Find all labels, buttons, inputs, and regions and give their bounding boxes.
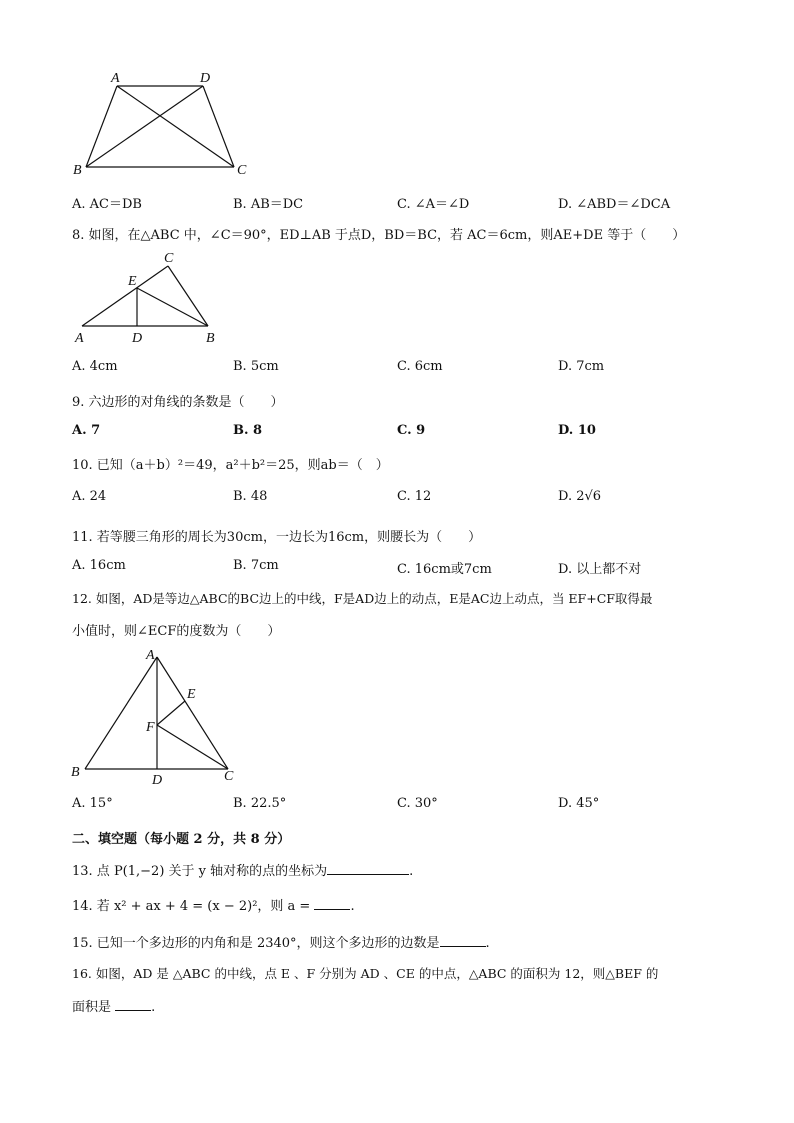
q16-text: 面积是 bbox=[72, 1000, 116, 1015]
q9-option-c: C. 9 bbox=[397, 423, 426, 438]
label-c: C bbox=[224, 769, 234, 784]
figure-q12 bbox=[68, 645, 248, 790]
segment-ac bbox=[157, 657, 228, 769]
segment-fe bbox=[157, 701, 185, 725]
q7-option-c: C. ∠A＝∠D bbox=[397, 197, 470, 212]
segment-eb bbox=[137, 288, 208, 326]
q13 bbox=[72, 860, 413, 879]
q14 bbox=[72, 895, 355, 914]
q12-option-b: B. 22.5° bbox=[233, 796, 287, 811]
label-c: C bbox=[237, 163, 247, 178]
label-a: A bbox=[146, 648, 155, 663]
label-d: D bbox=[132, 331, 143, 346]
segment-bd bbox=[86, 86, 203, 167]
q8-option-d: D. 7cm bbox=[558, 359, 605, 374]
q16-period: . bbox=[151, 1000, 156, 1015]
figure-q7 bbox=[70, 66, 260, 181]
figure-q8 bbox=[70, 252, 230, 347]
q10-option-a: A. 24 bbox=[72, 489, 107, 504]
q12-option-d: D. 45° bbox=[558, 796, 600, 811]
label-e: E bbox=[187, 687, 196, 702]
q11-option-d: D. 以上都不对 bbox=[558, 562, 642, 577]
q10-stem: 10. 已知（a＋b）²＝49，a²＋b²＝25，则ab＝（ ） bbox=[72, 458, 389, 473]
q12-stem-line2: 小值时，则∠ECF的度数为（ ） bbox=[72, 624, 281, 639]
q15-answer-blank[interactable] bbox=[440, 934, 486, 947]
q12-option-c: C. 30° bbox=[397, 796, 438, 811]
label-f: F bbox=[146, 720, 155, 735]
q11-option-a: A. 16cm bbox=[72, 558, 126, 573]
q13-period: . bbox=[409, 864, 414, 879]
q14-period: . bbox=[350, 899, 355, 914]
label-b: B bbox=[71, 765, 80, 780]
segment-ab bbox=[85, 657, 157, 769]
segment-ac bbox=[117, 86, 234, 167]
q9-option-b: B. 8 bbox=[233, 423, 263, 438]
q12-stem-line1: 12. 如图，AD是等边△ABC的BC边上的中线，F是AD边上的动点，E是AC边上动点，当 EF+CF取得最 bbox=[72, 591, 653, 606]
q7-option-b: B. AB＝DC bbox=[233, 197, 304, 212]
q11-option-b: B. 7cm bbox=[233, 558, 279, 573]
label-b: B bbox=[73, 163, 82, 178]
segment-ac bbox=[82, 266, 168, 326]
q16-line2 bbox=[72, 996, 155, 1015]
q14-text: 14. 若 x² + ax + 4 = (x − 2)²，则 a = bbox=[72, 899, 315, 914]
q15-text: 15. 已知一个多边形的内角和是 2340°，则这个多边形的边数是 bbox=[72, 936, 440, 951]
q10-option-b: B. 48 bbox=[233, 489, 268, 504]
q8-option-b: B. 5cm bbox=[233, 359, 279, 374]
q13-answer-blank[interactable] bbox=[327, 862, 409, 875]
label-a: A bbox=[75, 331, 84, 346]
label-b: B bbox=[206, 331, 215, 346]
q15 bbox=[72, 932, 490, 951]
q7-option-d: D. ∠ABD＝∠DCA bbox=[558, 197, 671, 212]
q12-option-a: A. 15° bbox=[72, 796, 113, 811]
q8-option-c: C. 6cm bbox=[397, 359, 443, 374]
q11-option-c: C. 16cm或7cm bbox=[397, 562, 492, 577]
q9-option-a: A. 7 bbox=[72, 423, 101, 438]
q16-line1: 16. 如图，AD 是 △ABC 的中线，点 E 、F 分别为 AD 、CE 的中点，△ABC 的面积为 12，则△BEF 的 bbox=[72, 966, 659, 981]
segment-cb bbox=[168, 266, 208, 326]
q8-stem: 8. 如图，在△ABC 中，∠C＝90°，ED⊥AB 于点D，BD＝BC，若 AC＝6cm，则AE+DE 等于（ ） bbox=[72, 228, 686, 243]
q10-option-d: D. 2√6 bbox=[558, 489, 602, 504]
q9-stem: 9. 六边形的对角线的条数是（ ） bbox=[72, 395, 284, 410]
label-d: D bbox=[200, 71, 211, 86]
q10-option-c: C. 12 bbox=[397, 489, 432, 504]
q11-stem: 11. 若等腰三角形的周长为30cm，一边长为16cm，则腰长为（ ） bbox=[72, 530, 482, 545]
q13-text: 13. 点 P(1,−2) 关于 y 轴对称的点的坐标为 bbox=[72, 864, 328, 879]
segment-dc bbox=[203, 86, 234, 167]
label-a: A bbox=[111, 71, 120, 86]
label-c: C bbox=[164, 252, 174, 266]
label-d: D bbox=[152, 773, 163, 788]
q7-option-a: A. AC＝DB bbox=[72, 197, 142, 212]
q16-answer-blank[interactable] bbox=[115, 998, 151, 1011]
segment-fc bbox=[157, 725, 228, 769]
q14-answer-blank[interactable] bbox=[314, 897, 350, 910]
segment-ab bbox=[86, 86, 117, 167]
q15-period: . bbox=[485, 936, 490, 951]
section-title-fill-in: 二、填空题（每小题 2 分，共 8 分） bbox=[72, 832, 291, 847]
q9-option-d: D. 10 bbox=[558, 423, 596, 438]
label-e: E bbox=[128, 274, 137, 289]
q8-option-a: A. 4cm bbox=[72, 359, 118, 374]
